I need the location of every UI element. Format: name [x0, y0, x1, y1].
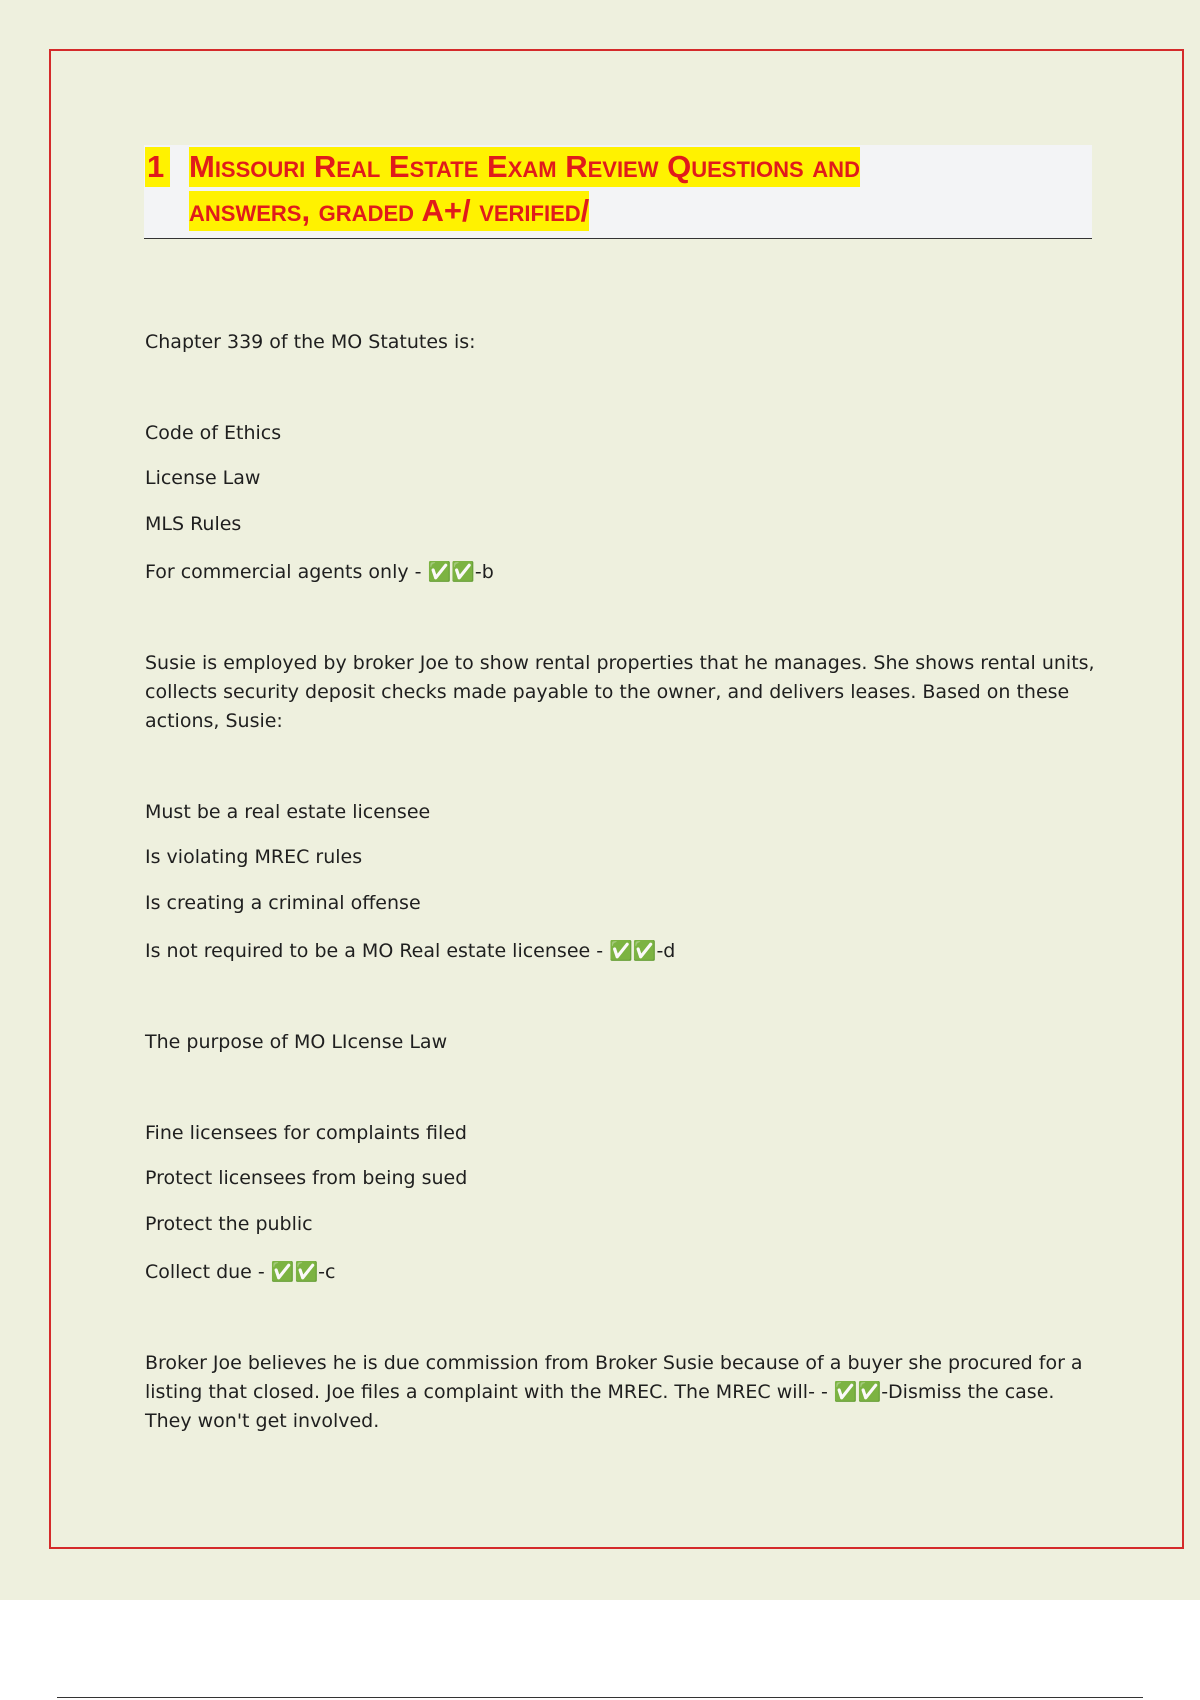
question-3-option-b: Protect licensees from being sued	[145, 1167, 468, 1189]
question-2-prompt: Susie is employed by broker Joe to show rental properties that he manages. She shows rental units, collects security deposit checks made payable to the owner, and delivers leases. Based on these actions, Susie:	[145, 652, 1095, 732]
heading-number: 1	[145, 147, 170, 187]
heading-title-line-2: answers, graded A+/ verified/	[189, 191, 589, 231]
question-3-option-c: Protect the public	[145, 1213, 313, 1235]
question-1-option-c: MLS Rules	[145, 513, 242, 535]
question-2-option-d: Is not required to be a MO Real estate licensee - ✅✅-d	[145, 940, 676, 962]
question-3-option-a: Fine licensees for complaints filed	[145, 1122, 467, 1144]
question-1-option-a: Code of Ethics	[145, 422, 282, 444]
question-2-option-a: Must be a real estate licensee	[145, 801, 431, 823]
heading-title-line-1: Missouri Real Estate Exam Review Questions and	[189, 147, 860, 187]
question-2-option-b: Is violating MREC rules	[145, 846, 363, 868]
question-4-prompt: Broker Joe believes he is due commission from Broker Susie because of a buyer she procured for a listing that closed. Joe files a complaint with the MREC. The MREC will- - ✅✅-Dismiss the case. They won't get involved.	[145, 1352, 1083, 1432]
question-1-option-d: For commercial agents only - ✅✅-b	[145, 561, 494, 583]
question-1-option-b: License Law	[145, 467, 261, 489]
footer-rule	[57, 1697, 1143, 1698]
question-1-prompt: Chapter 339 of the MO Statutes is:	[145, 331, 476, 353]
question-3-prompt: The purpose of MO LIcense Law	[145, 1031, 448, 1053]
question-2-option-c: Is creating a criminal offense	[145, 892, 421, 914]
question-3-option-d: Collect due - ✅✅-c	[145, 1261, 336, 1283]
